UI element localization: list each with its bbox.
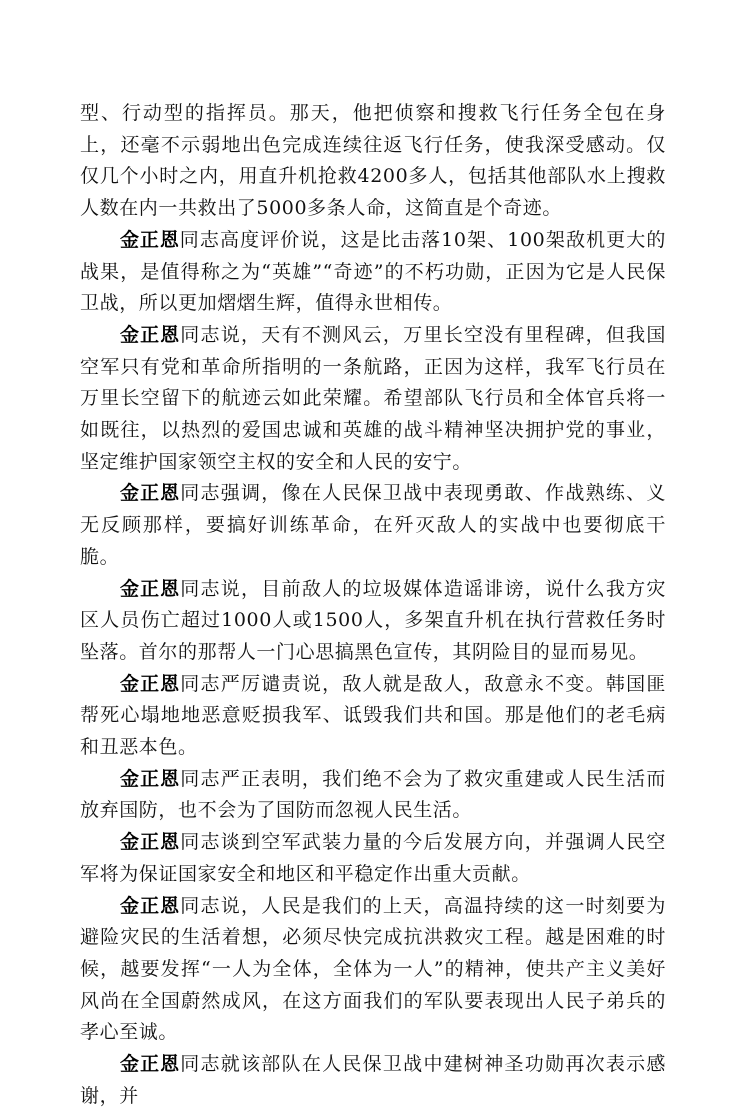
paragraph-5 (80, 574, 666, 669)
paragraph-8 (80, 827, 666, 890)
paragraph-3 (80, 320, 666, 479)
paragraph-text: 同志高度评价说，这是比击落10架、100架敌机更大的战果，是值得称之为“英雄”“奇迹”的不朽功勋，正因为它是人民保卫战，所以更加熠熠生辉，值得永世相传。 (80, 228, 666, 315)
paragraph-text: 同志严厉谴责说，敌人就是敌人，敌意永不变。韩国匪帮死心塌地地恶意贬损我军、诋毁我们共和国。那是他们的老毛病和丑恶本色。 (80, 672, 667, 759)
paragraph-10 (80, 1049, 666, 1112)
leader-name: 金正恩 (120, 831, 181, 854)
leader-name: 金正恩 (120, 767, 181, 790)
paragraph-text: 同志谈到空军武装力量的今后发展方向，并强调人民空军将为保证国家安全和地区和平稳定作出重大贡献。 (80, 831, 667, 885)
leader-name: 金正恩 (120, 672, 181, 695)
leader-name: 金正恩 (120, 577, 181, 600)
paragraph-text: 同志严正表明，我们绝不会为了救灾重建或人民生活而放弃国防，也不会为了国防而忽视人民生活。 (80, 767, 667, 822)
paragraph-7 (80, 764, 666, 827)
paragraph-text: 同志说，人民是我们的上天，高温持续的这一时刻要为避险灾民的生活着想，必须尽快完成抗洪救灾工程。越是困难的时候，越要发挥“一人为全体，全体为一人”的精神，使共产主义美好风尚在全国蔚然成风，在这方面我们的军队要表现出人民子弟兵的孝心至诚。 (80, 894, 667, 1044)
leader-name: 金正恩 (120, 894, 181, 917)
paragraph-text: 同志说，天有不测风云，万里长空没有里程碑，但我国空军只有党和革命所指明的一条航路，正因为这样，我军飞行员在万里长空留下的航迹云如此荣耀。希望部队飞行员和全体官兵将一如既往，以热烈的爱国忠诚和英雄的战斗精神坚决拥护党的事业，坚定维护国家领空主权的安全和人民的安宁。 (80, 323, 667, 473)
leader-name: 金正恩 (120, 228, 180, 251)
article-body (80, 98, 666, 1113)
leader-name: 金正恩 (120, 1053, 181, 1076)
paragraph-4 (80, 478, 666, 573)
paragraph-1 (80, 98, 666, 225)
paragraph-2 (80, 225, 666, 320)
leader-name: 金正恩 (120, 323, 181, 346)
paragraph-text: 同志就该部队在人民保卫战中建树神圣功勋再次表示感谢，并 (80, 1053, 667, 1107)
paragraph-9 (80, 891, 666, 1050)
paragraph-text: 同志强调，像在人民保卫战中表现勇敢、作战熟练、义无反顾那样，要搞好训练革命，在歼灭敌人的实战中也要彻底干脆。 (80, 482, 667, 568)
paragraph-text: 型、行动型的指挥员。那天，他把侦察和搜救飞行任务全包在身上，还毫不示弱地出色完成连续往返飞行任务，使我深受感动。仅仅几个小时之内，用直升机抢救4200多人，包括其他部队水上搜救人数在内一共救出了5000多条人命，这简直是个奇迹。 (80, 102, 666, 220)
paragraph-text: 同志说，目前敌人的垃圾媒体造谣诽谤，说什么我方灾区人员伤亡超过1000人或1500人，多架直升机在执行营救任务时坠落。首尔的那帮人一门心思搞黑色宣传，其阴险目的显而易见。 (80, 577, 667, 663)
paragraph-6 (80, 669, 666, 764)
leader-name: 金正恩 (120, 482, 181, 505)
